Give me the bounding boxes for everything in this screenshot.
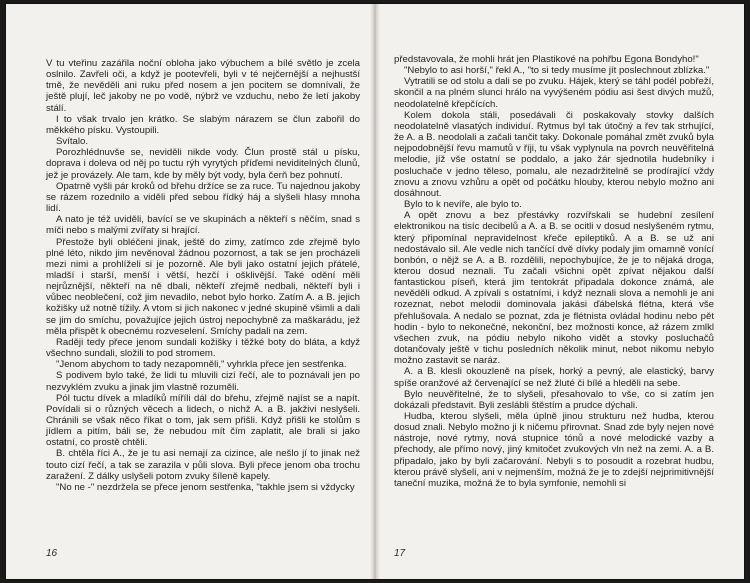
- paragraph: A nato je též uviděli, bavící se ve skupinách a někteří s něčím, snad s míči nebo s malými zvířaty si hrající.: [46, 214, 360, 237]
- paragraph: Pól tuctu dívek a mladíků míříli dál do břehu, zřejmě najíst se a napít. Povídali si o různých věcech a lidech, o nichž A. a B. jakživi neslyšeli. Chránili se však něco říkat o tom, jak sem přišli. Když přišli ke stolům s jídlem a pitím, báli se, že nebudou mít čím zaplatit, ale brali si jako ostatní, co prostě chtěli.: [46, 392, 360, 449]
- paragraph: "No ne -" nezdržela se přece jenom sestřenka, "takhle jsem si vždycky: [56, 481, 355, 493]
- paragraph: "Nebylo to asi horší," řekl A., "to si tedy musíme jít poslechnout zblízka.": [404, 65, 710, 77]
- right-page-text: [394, 54, 714, 489]
- paragraph: Kolem dokola stáli, posedávali či poskakovaly stovky dalších neodolatelně vlasatých individuí. Rytmus byl tak útočný a řev tak strhující, že A. a B. neodolali a začali tančit taky. Dokonale pomáhal změt zvuků byla nejpodobnější řevu mamutů v říji, tu však vyplynula na povrch neuvěřitelná melodie, jíž vše ostatní se poddalo, a jako žár sjednotila hudebníky i posluchače v jedno těleso, pomalu, ale nezadržitelně se prodírající vždy znovu a znovu vzhůru a opět od počátku hlouby, kterou nebylo možno ani dosáhnout.: [394, 109, 714, 199]
- paragraph: S podivem bylo také, že lidi tu mluvili cizí řečí, ale to poznávali jen po nezvyklém zvuku a jinak jim vlastně rozuměli.: [46, 370, 360, 393]
- paragraph: Přestože byli obléčeni jinak, ještě do zimy, zatímco zde zřejmě bylo plné léto, nikdo jim nevěnoval žádnou pozornost, a tak se jen procházeli mezi nimi a prohlíželi si je pozorně. Ale byli jako ostatní jejich přátelé, mladší i starší, menší i větší, hezčí i ošklivější. Také odění měli nejrůznější, někteří na ně dbali, někteří zřejmě nedbali, někteří byli i vůbec neoblečení, což jim nevadilo, nebot bylo horko. Zatím A. a B. jejich kožišky už notně tížily. A vtom si jich nakonec v jedné skupině všimli a dali se jim do smíchu, považujíce jejich ústroj nepochybně za maškarádu, jež měla přispět k obecnému rozveselení. Smíchy padali na zem.: [46, 236, 360, 337]
- paragraph: Bylo neuvěřitelné, že to slyšeli, přesahovalo to vše, co si zatím jen dokázali představit. Byli zeslábli štěstím a prudce dýchali.: [394, 388, 714, 411]
- paragraph: Bylo to k nevíře, ale bylo to.: [404, 199, 522, 211]
- paragraph: B. chtěla říci A., že je tu asi nemají za cizince, ale nešlo jí to jinak než touto cizí řečí, a tak se zarazila v půli slova. Byli přece jenom oba trochu zaražení. Z dálky uslyšeli potom zvuky šíleně kapely.: [46, 448, 360, 482]
- right-page: [376, 4, 744, 579]
- left-page: [6, 4, 374, 579]
- paragraph: "Jenom abychom to tady nezapomněli," vyhrkla přece jen sestřenka.: [56, 359, 347, 371]
- paragraph: I to však trvalo jen krátko. Se slabým nárazem se člun zabořil do měkkého písku. Vystoupili.: [46, 113, 360, 136]
- page-number: 17: [394, 548, 406, 559]
- paragraph: Svítalo.: [56, 136, 88, 148]
- left-page-text: [46, 58, 360, 493]
- paragraph: představovala, že mohli hrát jen Plastikové na pohřbu Egona Bondyho!": [394, 54, 699, 65]
- paragraph: A. a B. klesli okouzleně na písek, horký a pevný, ale elastický, barvy spíše oranžové až červenající se než žluté či bílé a hleděli na sebe.: [394, 366, 714, 389]
- paragraph: Opatrně vyšli pár kroků od břehu držíce se za ruce. Tu najednou jakoby se rázem rozednilo a viděli před sebou řídký háj a slyšeli hlasy mnoha lidí.: [46, 180, 360, 215]
- paragraph: Vytratili se od stolu a dali se po zvuku. Hájek, který se táhl podél pobřeží, skončil a na plném slunci hrálo na vyvýšeném pódiu asi šest divých mužů, neodolatelně křepčících.: [394, 76, 715, 110]
- book-spread: [6, 4, 744, 579]
- paragraph: Raději tedy přece jenom sundali kožišky i těžké boty do bláta, a když všechno sundali, složili to pod stromem.: [46, 336, 360, 360]
- paragraph: Porozhlédnuvše se, neviděli nikde vody. Člun prostě stál u písku, doprava i doleva od něj po tuctu rýh vyrytých příďemi neviditelných člunů, jež je provázely. Ale tam, kde by měly být vody, byla čerň bez pohnutí.: [46, 147, 360, 181]
- page-number: 16: [46, 548, 58, 559]
- paragraph: V tu vteřinu zazářila noční obloha jako výbuchem a bílé světlo je zcela oslnilo. Zavřeli oči, a když je pootevřeli, byli v té nejčernější a nejhustší tmě, že nevěděli ani ruku před nosem a jen pocitem se domnívali, že ještě plují, leč jakoby ne po vodě, nýbrž ve vzduchu, nebo že letí jakoby stálí.: [46, 58, 360, 114]
- paragraph: A opět znovu a bez přestávky rozvířskali se hudební zesílení elektronikou na tisíc decibelů a A. a B. se ocitli v dosud neslyšeném rytmu, který připomínal nepravidelnost křeče epileptiků. A a B. se už ani nedostávalo sil. Ale vedle nich tančící dvě dívky podaly jim omamně vonící bonbón, o nějž se A. a B. rozdělili, nepochybujíce, že je to nějaká droga, kterou dosud neznali. Tu začali všichni opět zpívat nějakou další fantastickou píseň, která jim tentokrát připadala dokonce známá, ale nevěděli odkud. A zpívali s ostatními, i když neznali slova a nemohli je ani rozeznat, nebot melodii dominovala jakási ďábelská flétna, která vše přehlušovala. A nedalo se poznat, zda je flétnista ovládal hodinu nebo pět hodin - bylo to nekonečné, nekonční, bez možnosti konce, až rázem zmlkl všechen zvuk, na pódiu nebylo nikoho vidět a stovky posluchačů dotančovaly ještě v tichu posledních několik minut, nebot nikomu nebylo možno zastavit se naráz.: [394, 210, 714, 367]
- paragraph: Hudba, kterou slyšeli, měla úplně jinou strukturu než hudba, kterou dosud znali. Nebylo možno ji k ničemu přirovnat. Snad zde byly nejen nové nástroje, nové rytmy, nová stupnice tónů a nové melodické vazby a přechody, ale přímo nový, jiný kmitočet zvukových vln než na zemi. A. a B. připadalo, jako by byli začarování. Nebyli s to posoudit a rozebrat hudbu, kterou právě slyšeli, ani v nejmenším, možná že je to zdejší nejprimitivnější taneční muzika, možná že to byla symfonie, nemohli si: [394, 411, 714, 489]
